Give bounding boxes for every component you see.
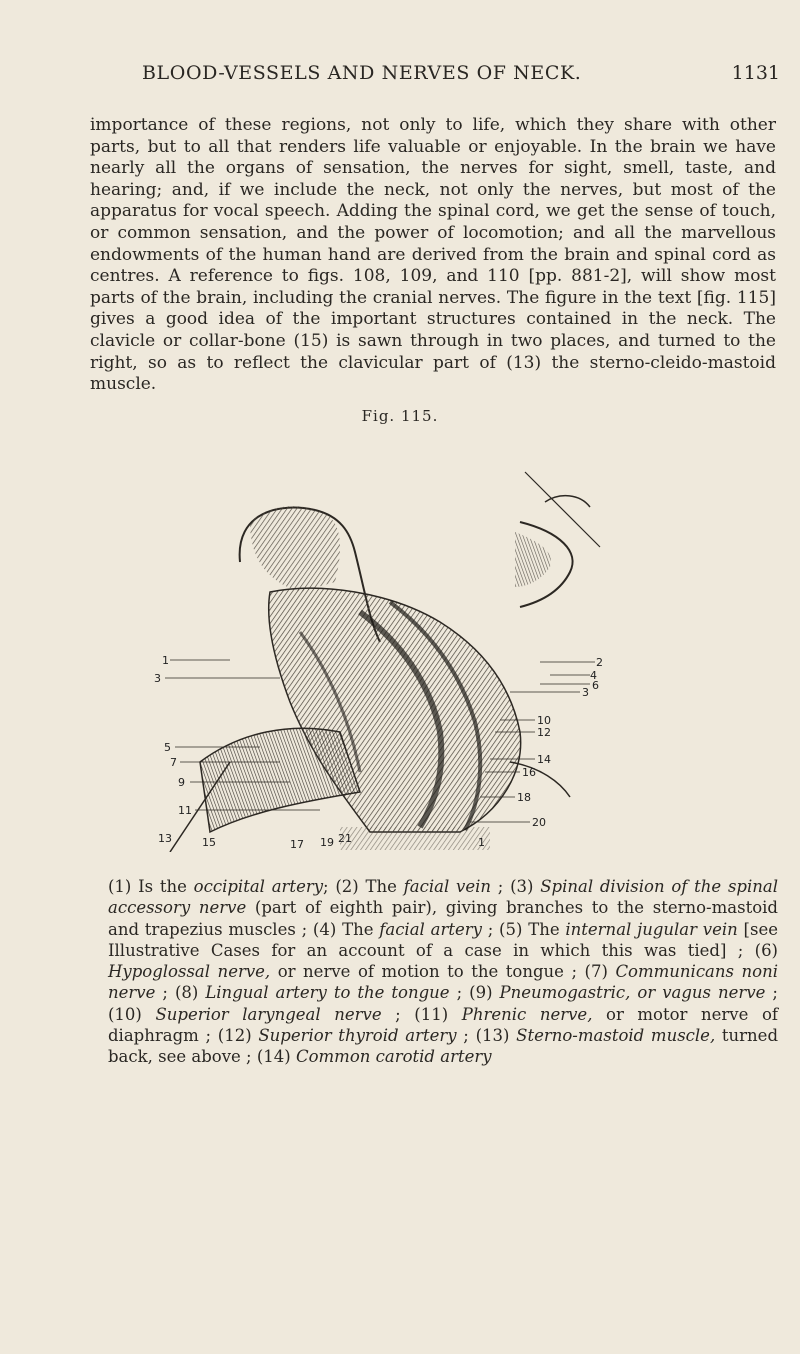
caption-term: Superior thyroid artery — [258, 1026, 457, 1046]
caption-text: ; (11) — [381, 1004, 462, 1024]
callout-label: 7 — [170, 756, 177, 769]
caption-text: ; (9) — [449, 983, 500, 1003]
caption-term: Lingual artery to the tongue — [205, 983, 450, 1003]
caption-text: ; (13) — [456, 1026, 517, 1046]
callout-label: 1 — [162, 654, 169, 667]
caption-term: facial artery — [379, 919, 482, 939]
caption-text: ; (8) — [155, 983, 206, 1003]
caption-term: Superior laryngeal nerve — [155, 1004, 382, 1024]
callout-label: 12 — [537, 726, 551, 739]
callout-label: 19 — [320, 836, 334, 849]
caption-text: turned back, see above ; (14) — [108, 1026, 779, 1067]
callout-label: 6 — [592, 679, 599, 692]
caption-term: Pneumogastric, or vagus nerve — [499, 983, 766, 1003]
body-paragraph: importance of these regions, not only to life, which they share with other parts, but to all that renders life valuable or enjoyable. In the brain we have nearly all the organs of sensation, the nerves for sight, smell, taste, and hearing; and, if we include the neck, not only the nerves, but most of the apparatus for vocal speech. Adding the spinal cord, we get the sense of touch, or common sensation, and the power of locomotion; and all the marvellous endowments of the human hand are derived from the brain and spinal cord as centres. A reference to figs. 108, 109, and 110 [pp. 881-2], will show most parts of the brain, including the cranial nerves. The figure in the text [fig. 115] gives a good idea of the important structures contained in the neck. The clavicle or collar-bone (15) is sawn through in two places, and turned to the right, so as to reflect the clavicular part of (13) the sterno-cleido-mastoid muscle. — [90, 115, 776, 395]
caption-text: or motor nerve of diaphragm ; (12) — [108, 1004, 778, 1046]
anatomical-illustration-neck — [140, 432, 660, 852]
caption-term: Hypoglossal nerve, — [108, 962, 271, 982]
callout-label: 3 — [582, 686, 589, 699]
figure-label: Fig. 115. — [361, 407, 439, 425]
page-header — [90, 62, 780, 90]
callout-label: 3 — [154, 672, 161, 685]
callout-label: 21 — [338, 832, 352, 845]
caption-text: ; (2) The — [323, 877, 404, 896]
caption-term: Spinal division of the spinal accessory nerve — [108, 877, 778, 918]
caption-text: ; (3) — [491, 877, 541, 896]
callout-label: 14 — [537, 753, 551, 766]
caption-term: Common carotid artery — [295, 1047, 492, 1067]
caption-text: or nerve of motion to the tongue ; (7) — [270, 962, 616, 982]
caption-term: Phrenic nerve, — [461, 1004, 593, 1024]
callout-label: 9 — [178, 776, 185, 789]
page-number: 1131 — [731, 62, 780, 84]
callout-label: 18 — [517, 791, 531, 804]
caption-term: Communicans noni nerve — [108, 962, 778, 1003]
callout-label: 20 — [532, 816, 546, 829]
callout-label: 15 — [202, 836, 216, 849]
caption-text: ; (10) — [108, 983, 778, 1024]
callout-label: 5 — [164, 741, 171, 754]
callout-label: 1 — [478, 836, 485, 849]
caption-text: (1) Is the — [108, 877, 194, 896]
running-head: BLOOD-VESSELS AND NERVES OF NECK. — [142, 62, 582, 84]
caption-term: internal jugular vein — [565, 919, 738, 939]
caption-text: ; (5) The — [481, 919, 566, 939]
caption-term: facial vein — [403, 877, 491, 896]
caption-term: occipital artery — [193, 877, 324, 896]
caption-term: Sterno-mastoid muscle, — [516, 1026, 716, 1046]
callout-label: 11 — [178, 804, 192, 817]
callout-label: 4 — [590, 669, 597, 682]
callout-label: 13 — [158, 832, 172, 845]
caption-text: (part of eighth pair), giving branches to the sterno-mastoid and trapezius muscles ; (4) The — [108, 898, 778, 939]
callout-label: 16 — [522, 766, 536, 779]
neck-engraving — [140, 432, 660, 852]
callout-label: 17 — [290, 838, 304, 851]
caption-text: [see Illustrative Cases for an account of a case in which this was tied] ; (6) — [108, 919, 778, 960]
callout-label: 10 — [537, 714, 551, 727]
callout-label: 2 — [596, 656, 603, 669]
figure-caption — [108, 876, 778, 1068]
